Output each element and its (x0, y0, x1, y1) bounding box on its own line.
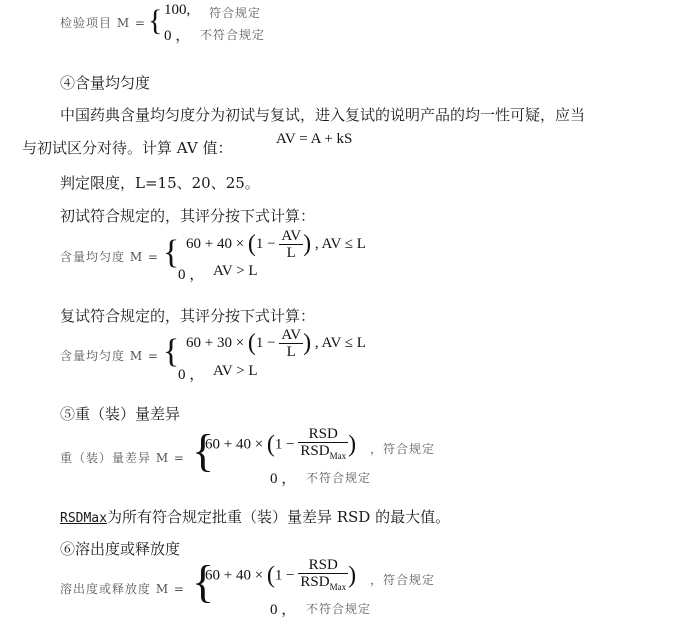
av-formula: AV = A + kS (276, 131, 353, 147)
rsdmax-note (60, 506, 450, 527)
close-paren: ) (303, 231, 312, 257)
frac-numerator: RSD (298, 426, 348, 443)
uniformity-paragraph-line2: 与初试区分对待。计算 AV 值： (22, 139, 233, 157)
condition-av-le-l: , AV ≤ L (314, 334, 366, 351)
frac-denominator: L (286, 344, 296, 360)
open-paren: ( (247, 231, 256, 257)
one-minus: 1 − (274, 567, 295, 584)
frac-numerator: AV (281, 228, 302, 244)
weight-pass-note: ，符合规定 (370, 442, 436, 456)
condition-av-le-l: , AV ≤ L (314, 235, 366, 252)
open-paren: ( (266, 431, 275, 458)
open-paren: ( (266, 562, 275, 589)
inspection-case2-value: 0 ， (164, 28, 191, 44)
retest-text: 复试符合规定的，其评分按下式计算： (60, 307, 316, 325)
frac-denominator: $RSD_{Max}$ (300, 574, 347, 592)
weight-expr: 60 + 40 × (205, 436, 264, 453)
av-over-l-fraction (279, 228, 303, 261)
weight-label: 重（装）量差异 M = (60, 451, 185, 465)
weight-case1 (205, 426, 356, 464)
inspection-case1-value: 100, (164, 2, 191, 18)
uniformity-initial-zero: 0 ， (178, 267, 205, 283)
dissolution-pass-note: ，符合规定 (370, 573, 436, 587)
weight-zero: 0 ， (270, 471, 297, 487)
uniformity-heading: ④含量均匀度 (60, 74, 151, 92)
dissolution-case1 (205, 557, 356, 595)
limits-text: 判定限度，L=15、20、25。 (60, 174, 260, 192)
dissolution-brace: { (192, 556, 215, 607)
dissolution-zero: 0 ， (270, 602, 297, 618)
rsdmax-abbr: RSDMax (60, 511, 107, 526)
rsdmax-rest: 为所有符合规定批重（装）量差异 RSD 的最大值。 (106, 508, 451, 526)
one-minus: 1 − (274, 436, 295, 453)
one-minus: 1 − (255, 334, 276, 351)
one-minus: 1 − (255, 235, 276, 252)
close-paren: ) (303, 330, 312, 356)
dissolution-label: 溶出度或释放度 M = (60, 582, 185, 596)
inspection-case2-note: 不符合规定 (200, 28, 266, 42)
inspection-label: 检验项目 M = (60, 16, 146, 30)
uniformity-retest-brace: { (163, 333, 180, 370)
uniformity-initial-expr: 60 + 40 × (186, 235, 245, 252)
uniformity-retest-zero: 0 ， (178, 367, 205, 383)
uniformity-retest-expr: 60 + 30 × (186, 334, 245, 351)
dissolution-expr: 60 + 40 × (205, 567, 264, 584)
uniformity-initial-brace: { (163, 234, 180, 271)
av-over-l-fraction (279, 327, 303, 360)
weight-brace: { (192, 425, 215, 476)
initial-test-text: 初试符合规定的，其评分按下式计算： (60, 207, 316, 225)
rsd-fraction (298, 426, 348, 464)
dissolution-fail-note: 不符合规定 (306, 602, 372, 616)
uniformity-retest-cond2: AV > L (213, 363, 258, 379)
frac-denominator: L (286, 245, 296, 261)
uniformity-initial-label: 含量均匀度 M = (60, 250, 159, 264)
frac-numerator: AV (281, 327, 302, 343)
frac-numerator: RSD (298, 557, 348, 574)
inspection-brace: { (148, 4, 163, 37)
open-paren: ( (247, 330, 256, 356)
uniformity-initial-case1 (186, 228, 366, 261)
weight-heading: ⑤重（装）量差异 (60, 405, 181, 423)
close-paren: ) (348, 562, 357, 589)
uniformity-retest-label: 含量均匀度 M = (60, 349, 159, 363)
inspection-case1-note: 符合规定 (209, 6, 262, 20)
dissolution-heading: ⑥溶出度或释放度 (60, 540, 181, 558)
weight-fail-note: 不符合规定 (306, 471, 372, 485)
frac-denominator: $RSD_{Max}$ (300, 443, 347, 461)
uniformity-retest-case1 (186, 327, 366, 360)
close-paren: ) (348, 431, 357, 458)
rsd-fraction (298, 557, 348, 595)
uniformity-paragraph-line1: 中国药典含量均匀度分为初试与复试，进入复试的说明产品的均一性可疑，应当 (60, 106, 586, 124)
uniformity-initial-cond2: AV > L (213, 263, 258, 279)
